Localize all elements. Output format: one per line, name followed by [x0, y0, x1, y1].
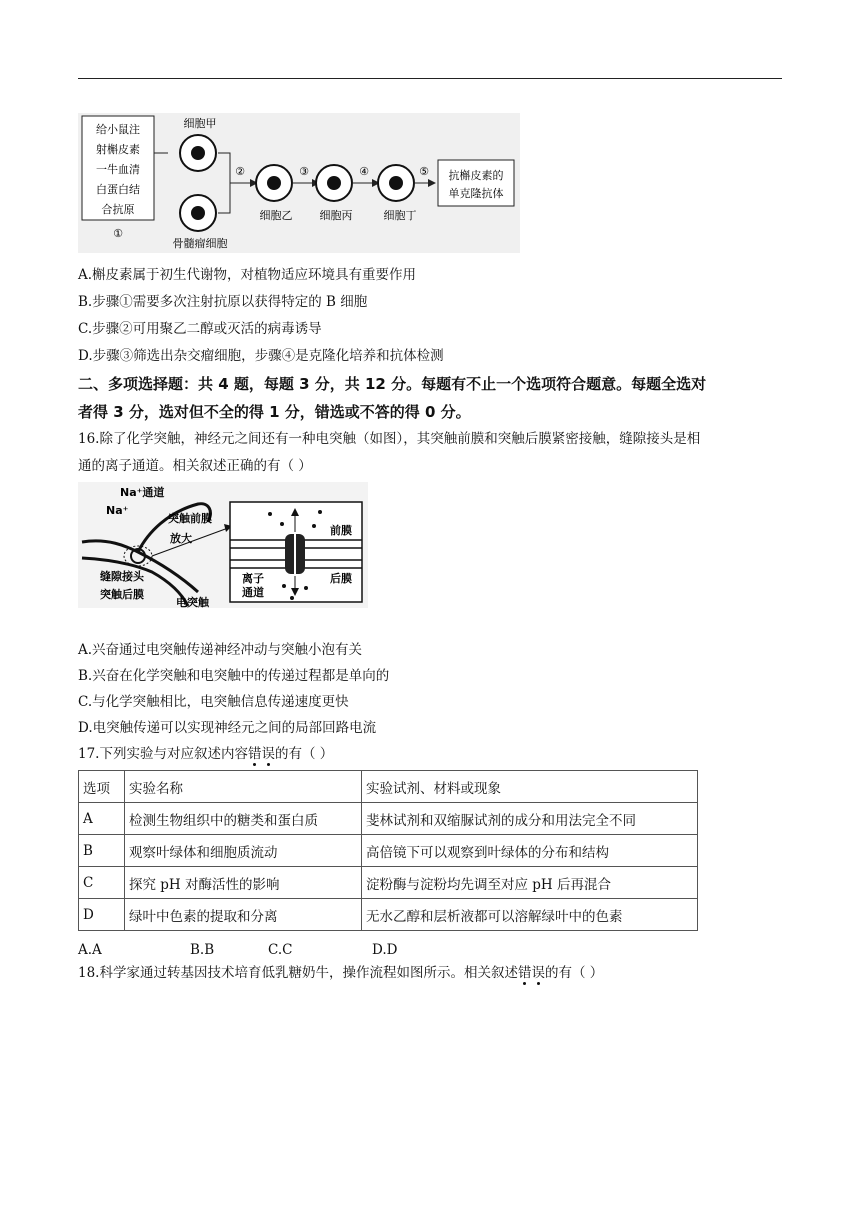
- table-header-row: [79, 771, 698, 803]
- table-header-cell: 选项: [79, 771, 125, 803]
- enlarge-label: 放大: [170, 532, 192, 545]
- ion-label: 离子: [242, 572, 264, 585]
- left-box-line: 给小鼠注: [96, 123, 140, 136]
- post-membrane-label: 突触后膜: [100, 588, 144, 601]
- q17-emphasis-2: 误: [261, 746, 275, 762]
- step-1-label: ①: [113, 227, 123, 240]
- q15-option-c: C.步骤②可用聚乙二醇或灭活的病毒诱导: [78, 321, 322, 337]
- pre-membrane-label: 突触前膜: [168, 512, 212, 525]
- na-channel-label: Na⁺通道: [120, 486, 165, 499]
- left-box-line: 射槲皮素: [96, 143, 140, 156]
- q15-option-b: B.步骤①需要多次注射抗原以获得特定的 B 细胞: [78, 294, 368, 310]
- table-cell: 绿叶中色素的提取和分离: [125, 899, 362, 931]
- table-cell: 高倍镜下可以观察到叶绿体的分布和结构: [362, 835, 698, 867]
- back-membrane-label: 后膜: [330, 572, 352, 585]
- electrical-synapse-label: 电突触: [176, 596, 209, 608]
- q15-option-d: D.步骤③筛选出杂交瘤细胞，步骤④是克隆化培养和抗体检测: [78, 348, 444, 364]
- table-cell: B: [79, 835, 125, 867]
- right-box-line: 单克隆抗体: [448, 187, 504, 200]
- q17-choice-b: B.B: [190, 942, 215, 958]
- experiment-table: [78, 770, 698, 931]
- table-cell: 观察叶绿体和细胞质流动: [125, 835, 362, 867]
- cell-bing-label: 细胞丙: [319, 209, 353, 222]
- table-cell: 淀粉酶与淀粉均先调至对应 pH 后再混合: [362, 867, 698, 899]
- table-row: [79, 835, 698, 867]
- table-cell: 斐林试剂和双缩脲试剂的成分和用法完全不同: [362, 803, 698, 835]
- q18-stem: [78, 963, 603, 983]
- q18-stem-before: 18.科学家通过转基因技术培育低乳糖奶牛，操作流程如图所示。相关叙述: [78, 965, 518, 981]
- table-row: [79, 803, 698, 835]
- step-2-label: ②: [235, 165, 245, 178]
- header-rule: [78, 78, 782, 79]
- gap-junction-label: 缝隙接头: [100, 570, 144, 583]
- na-label: Na⁺: [106, 504, 129, 517]
- q17-stem: [78, 744, 333, 764]
- figure-monoclonal-antibody: [78, 113, 520, 253]
- q16-stem-line2: 通的离子通道。相关叙述正确的有（ ）: [78, 458, 312, 474]
- table-cell: 检测生物组织中的糖类和蛋白质: [125, 803, 362, 835]
- left-box-line: 一牛血清: [96, 163, 140, 176]
- q16-option-b: B.兴奋在化学突触和电突触中的传递过程都是单向的: [78, 668, 390, 684]
- q16-stem-line1: 16.除了化学突触，神经元之间还有一种电突触（如图），其突触前膜和突触后膜紧密接触，缝隙接头是相: [78, 431, 701, 447]
- right-box-line: 抗槲皮素的: [448, 169, 504, 182]
- cell-jia-label: 细胞甲: [183, 117, 217, 130]
- cell-yi-label: 细胞乙: [259, 209, 293, 222]
- table-cell: A: [79, 803, 125, 835]
- myeloma-label: 骨髓瘤细胞: [172, 237, 228, 250]
- front-membrane-label: 前膜: [330, 524, 352, 537]
- q17-choice-a: A.A: [78, 942, 102, 958]
- q18-stem-after: 的有（ ）: [544, 965, 604, 981]
- q18-emphasis-1: 错: [517, 965, 532, 981]
- table-row: [79, 899, 698, 931]
- table-cell: C: [79, 867, 125, 899]
- table-cell: D: [79, 899, 125, 931]
- q17-stem-after: 的有（ ）: [274, 746, 334, 762]
- table-header-cell: 实验试剂、材料或现象: [362, 771, 698, 803]
- step-4-label: ④: [359, 165, 369, 178]
- q16-option-d: D.电突触传递可以实现神经元之间的局部回路电流: [78, 720, 377, 736]
- table-row: [79, 867, 698, 899]
- left-box-line: 白蛋白结: [96, 183, 140, 196]
- table-header-cell: 实验名称: [125, 771, 362, 803]
- table-cell: 无水乙醇和层析液都可以溶解绿叶中的色素: [362, 899, 698, 931]
- channel-label: 通道: [242, 586, 264, 599]
- step-5-label: ⑤: [419, 165, 429, 178]
- cell-ding-label: 细胞丁: [383, 209, 417, 222]
- section-heading-line1: 二、多项选择题：共 4 题，每题 3 分，共 12 分。每题有不止一个选项符合题意。每题全选对: [78, 375, 707, 393]
- section-heading-line2: 者得 3 分，选对但不全的得 1 分，错选或不答的得 0 分。: [78, 403, 471, 421]
- q17-choice-c: C.C: [268, 942, 293, 958]
- q16-option-a: A.兴奋通过电突触传递神经冲动与突触小泡有关: [78, 642, 363, 658]
- q17-stem-before: 17.下列实验与对应叙述内容: [78, 746, 248, 762]
- q18-emphasis-2: 误: [531, 965, 545, 981]
- q16-option-c: C.与化学突触相比，电突触信息传递速度更快: [78, 694, 349, 710]
- figure-electrical-synapse: [78, 482, 368, 608]
- q17-choice-d: D.D: [372, 942, 398, 958]
- left-box-line: 合抗原: [101, 203, 135, 216]
- table-cell: 探究 pH 对酶活性的影响: [125, 867, 362, 899]
- q17-emphasis-1: 错: [247, 746, 262, 762]
- q15-option-a: A.槲皮素属于初生代谢物，对植物适应环境具有重要作用: [78, 267, 417, 283]
- step-3-label: ③: [299, 165, 309, 178]
